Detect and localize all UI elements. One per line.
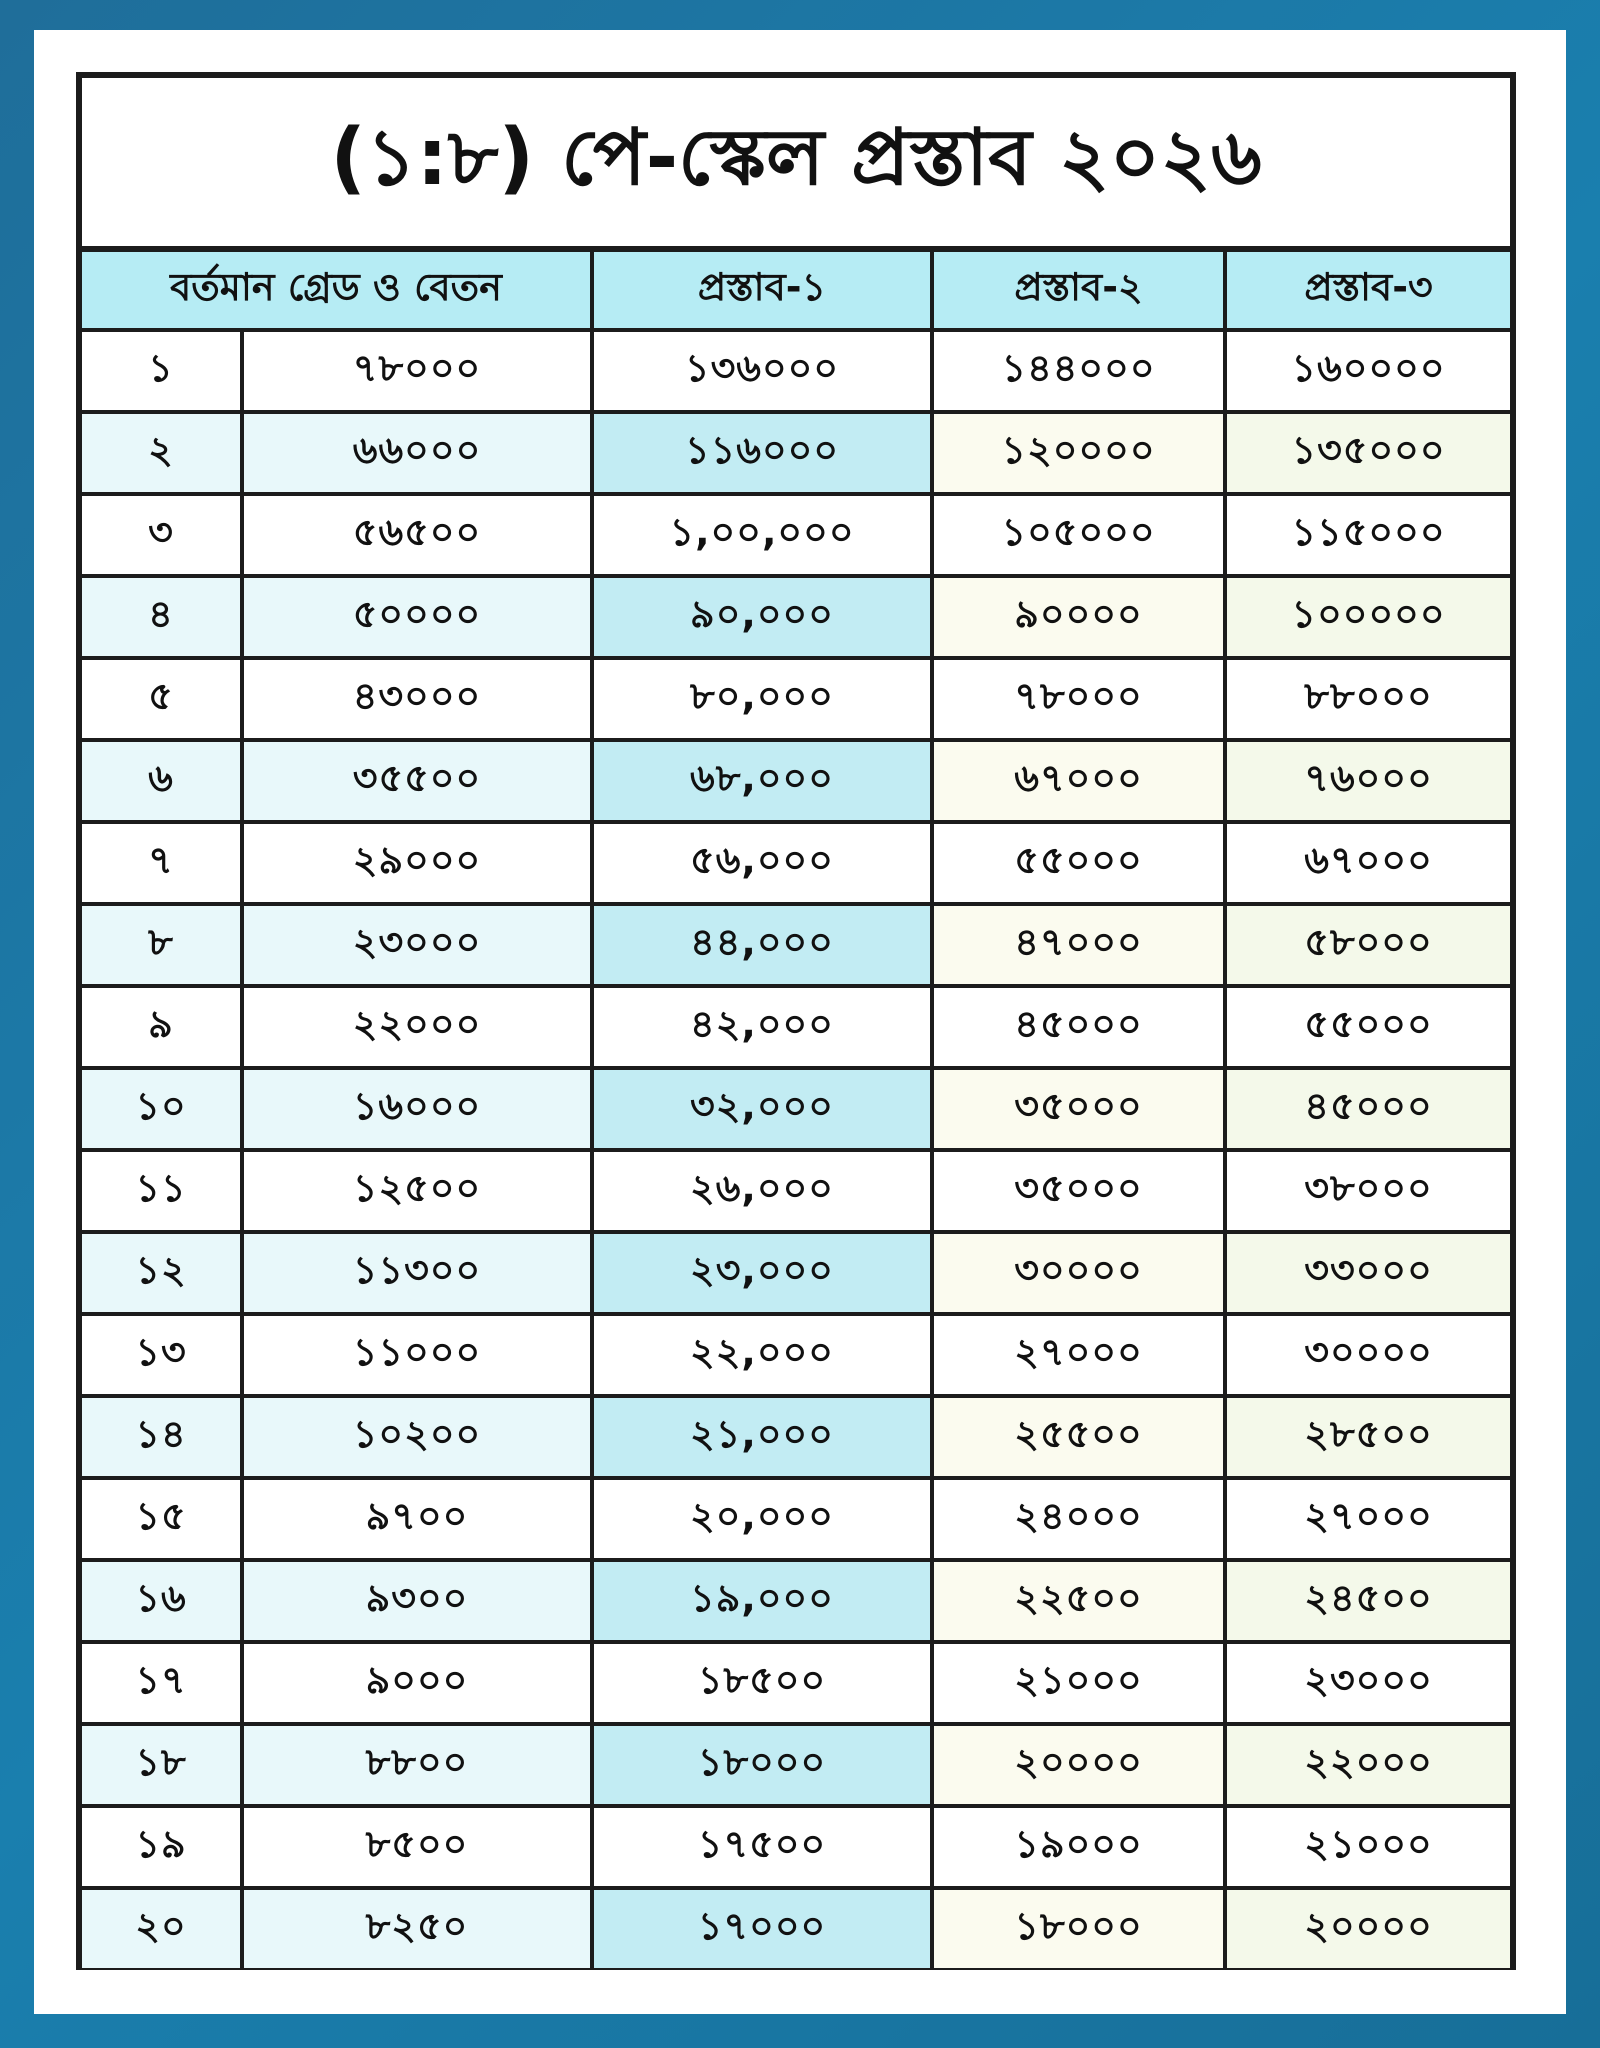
proposal-1-cell: ১১৬০০০ [592, 412, 932, 494]
proposal-2-cell: ১০৫০০০ [932, 494, 1225, 576]
current-salary-cell: ২২০০০ [242, 986, 592, 1068]
grade-cell: ১২ [82, 1232, 242, 1314]
grade-cell: ২ [82, 412, 242, 494]
table-row [82, 1888, 1510, 1968]
proposal-1-cell: ১৮০০০ [592, 1724, 932, 1806]
proposal-2-cell: ৩৫০০০ [932, 1068, 1225, 1150]
header-current: বর্তমান গ্রেড ও বেতন [82, 252, 592, 330]
grade-cell: ১৪ [82, 1396, 242, 1478]
table-row [82, 1724, 1510, 1806]
header-proposal-2: প্রস্তাব-২ [932, 252, 1225, 330]
page-title: (১:৮) পে-স্কেল প্রস্তাব ২০২৬ [82, 78, 1510, 252]
header-proposal-1: প্রস্তাব-১ [592, 252, 932, 330]
proposal-2-cell: ২২৫০০ [932, 1560, 1225, 1642]
proposal-1-cell: ৮০,০০০ [592, 658, 932, 740]
current-salary-cell: ৩৫৫০০ [242, 740, 592, 822]
proposal-1-cell: ২১,০০০ [592, 1396, 932, 1478]
table-row [82, 740, 1510, 822]
proposal-3-cell: ৫৮০০০ [1225, 904, 1510, 986]
proposal-3-cell: ৫৫০০০ [1225, 986, 1510, 1068]
current-salary-cell: ৬৬০০০ [242, 412, 592, 494]
proposal-2-cell: ৩০০০০ [932, 1232, 1225, 1314]
grade-cell: ৭ [82, 822, 242, 904]
grade-cell: ৬ [82, 740, 242, 822]
grade-cell: ৮ [82, 904, 242, 986]
table-row [82, 658, 1510, 740]
current-salary-cell: ৪৩০০০ [242, 658, 592, 740]
table-frame [76, 72, 1516, 1970]
pay-scale-table [82, 252, 1510, 1968]
current-salary-cell: ৫০০০০ [242, 576, 592, 658]
proposal-3-cell: ৩৩০০০ [1225, 1232, 1510, 1314]
proposal-1-cell: ৯০,০০০ [592, 576, 932, 658]
table-row [82, 412, 1510, 494]
proposal-2-cell: ৯০০০০ [932, 576, 1225, 658]
proposal-3-cell: ৭৬০০০ [1225, 740, 1510, 822]
proposal-2-cell: ২৪০০০ [932, 1478, 1225, 1560]
proposal-2-cell: ১২০০০০ [932, 412, 1225, 494]
grade-cell: ১৮ [82, 1724, 242, 1806]
proposal-2-cell: ৬৭০০০ [932, 740, 1225, 822]
grade-cell: ৯ [82, 986, 242, 1068]
table-row [82, 904, 1510, 986]
proposal-1-cell: ২০,০০০ [592, 1478, 932, 1560]
table-row [82, 1150, 1510, 1232]
current-salary-cell: ১৬০০০ [242, 1068, 592, 1150]
current-salary-cell: ২৩০০০ [242, 904, 592, 986]
proposal-3-cell: ১০০০০০ [1225, 576, 1510, 658]
grade-cell: ১৭ [82, 1642, 242, 1724]
current-salary-cell: ৯৭০০ [242, 1478, 592, 1560]
proposal-3-cell: ২৪৫০০ [1225, 1560, 1510, 1642]
proposal-3-cell: ১৬০০০০ [1225, 330, 1510, 412]
proposal-1-cell: ১৭৫০০ [592, 1806, 932, 1888]
proposal-2-cell: ২০০০০ [932, 1724, 1225, 1806]
proposal-2-cell: ৪৫০০০ [932, 986, 1225, 1068]
proposal-3-cell: ৪৫০০০ [1225, 1068, 1510, 1150]
proposal-2-cell: ২৭০০০ [932, 1314, 1225, 1396]
proposal-2-cell: ১৯০০০ [932, 1806, 1225, 1888]
proposal-1-cell: ১৯,০০০ [592, 1560, 932, 1642]
proposal-3-cell: ২৩০০০ [1225, 1642, 1510, 1724]
page-card [34, 30, 1566, 2014]
proposal-1-cell: ৩২,০০০ [592, 1068, 932, 1150]
grade-cell: ১ [82, 330, 242, 412]
table-row [82, 986, 1510, 1068]
proposal-3-cell: ৩০০০০ [1225, 1314, 1510, 1396]
table-row [82, 330, 1510, 412]
grade-cell: ৩ [82, 494, 242, 576]
proposal-1-cell: ১৩৬০০০ [592, 330, 932, 412]
proposal-2-cell: ৭৮০০০ [932, 658, 1225, 740]
current-salary-cell: ৯৩০০ [242, 1560, 592, 1642]
current-salary-cell: ১২৫০০ [242, 1150, 592, 1232]
grade-cell: ১৬ [82, 1560, 242, 1642]
table-row [82, 1232, 1510, 1314]
proposal-2-cell: ২৫৫০০ [932, 1396, 1225, 1478]
current-salary-cell: ৮২৫০ [242, 1888, 592, 1968]
proposal-3-cell: ১১৫০০০ [1225, 494, 1510, 576]
current-salary-cell: ১১০০০ [242, 1314, 592, 1396]
current-salary-cell: ৫৬৫০০ [242, 494, 592, 576]
proposal-1-cell: ২৬,০০০ [592, 1150, 932, 1232]
grade-cell: ৪ [82, 576, 242, 658]
current-salary-cell: ৯০০০ [242, 1642, 592, 1724]
table-row [82, 822, 1510, 904]
grade-cell: ১৩ [82, 1314, 242, 1396]
proposal-2-cell: ১৪৪০০০ [932, 330, 1225, 412]
proposal-1-cell: ১৭০০০ [592, 1888, 932, 1968]
current-salary-cell: ৮৫০০ [242, 1806, 592, 1888]
proposal-3-cell: ৬৭০০০ [1225, 822, 1510, 904]
proposal-2-cell: ৫৫০০০ [932, 822, 1225, 904]
proposal-3-cell: ২৭০০০ [1225, 1478, 1510, 1560]
table-row [82, 1314, 1510, 1396]
header-row [82, 252, 1510, 330]
table-body [82, 330, 1510, 1968]
proposal-2-cell: ৪৭০০০ [932, 904, 1225, 986]
proposal-3-cell: ১৩৫০০০ [1225, 412, 1510, 494]
proposal-1-cell: ২৩,০০০ [592, 1232, 932, 1314]
grade-cell: ১১ [82, 1150, 242, 1232]
current-salary-cell: ৭৮০০০ [242, 330, 592, 412]
proposal-1-cell: ৪৪,০০০ [592, 904, 932, 986]
proposal-1-cell: ৪২,০০০ [592, 986, 932, 1068]
proposal-3-cell: ২২০০০ [1225, 1724, 1510, 1806]
table-row [82, 1642, 1510, 1724]
proposal-1-cell: ১৮৫০০ [592, 1642, 932, 1724]
table-row [82, 1068, 1510, 1150]
grade-cell: ১০ [82, 1068, 242, 1150]
proposal-3-cell: ৩৮০০০ [1225, 1150, 1510, 1232]
proposal-2-cell: ২১০০০ [932, 1642, 1225, 1724]
table-row [82, 494, 1510, 576]
grade-cell: ১৫ [82, 1478, 242, 1560]
proposal-3-cell: ২৮৫০০ [1225, 1396, 1510, 1478]
current-salary-cell: ২৯০০০ [242, 822, 592, 904]
proposal-1-cell: ২২,০০০ [592, 1314, 932, 1396]
table-row [82, 576, 1510, 658]
proposal-3-cell: ৮৮০০০ [1225, 658, 1510, 740]
grade-cell: ২০ [82, 1888, 242, 1968]
proposal-1-cell: ৬৮,০০০ [592, 740, 932, 822]
grade-cell: ৫ [82, 658, 242, 740]
proposal-1-cell: ৫৬,০০০ [592, 822, 932, 904]
table-row [82, 1478, 1510, 1560]
proposal-3-cell: ২০০০০ [1225, 1888, 1510, 1968]
proposal-2-cell: ৩৫০০০ [932, 1150, 1225, 1232]
header-proposal-3: প্রস্তাব-৩ [1225, 252, 1510, 330]
current-salary-cell: ১১৩০০ [242, 1232, 592, 1314]
table-row [82, 1806, 1510, 1888]
grade-cell: ১৯ [82, 1806, 242, 1888]
current-salary-cell: ৮৮০০ [242, 1724, 592, 1806]
current-salary-cell: ১০২০০ [242, 1396, 592, 1478]
table-row [82, 1396, 1510, 1478]
proposal-3-cell: ২১০০০ [1225, 1806, 1510, 1888]
proposal-2-cell: ১৮০০০ [932, 1888, 1225, 1968]
proposal-1-cell: ১,০০,০০০ [592, 494, 932, 576]
table-row [82, 1560, 1510, 1642]
